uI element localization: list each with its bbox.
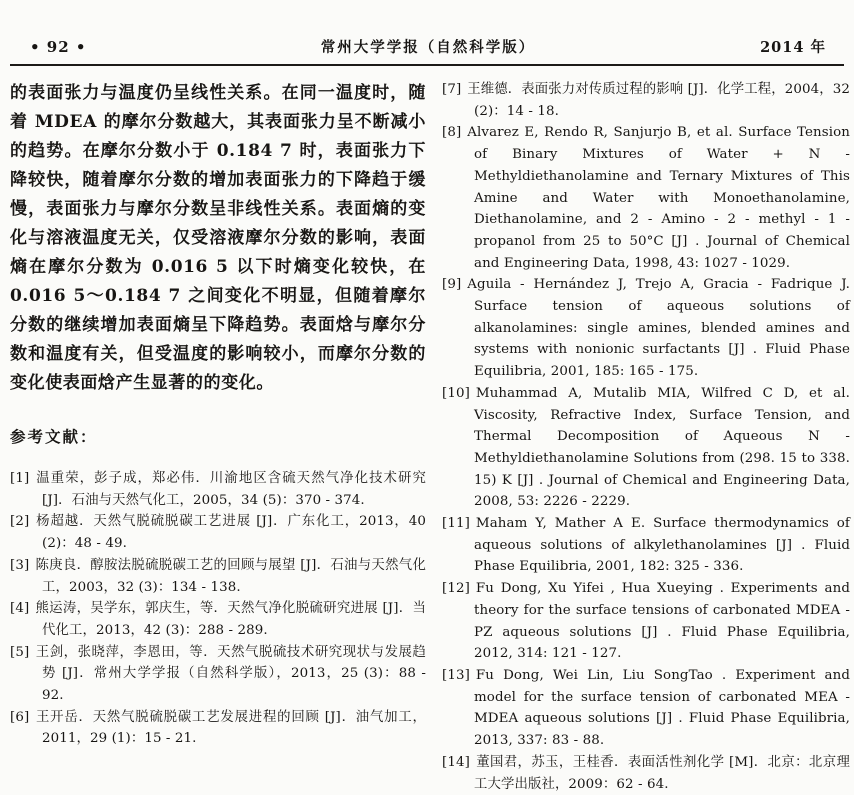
journal-title: 常州大学学报（自然科学版） (320, 39, 536, 56)
reference-text: Maham Y, Mather A E. Surface thermodynamics of aqueous solutions of alkylethanolamines [J] . Fluid Phase Equilibria, 2001, 182: 325 - 336. (474, 516, 850, 575)
reference-marker: [13] (442, 667, 470, 683)
reference-marker: [9] (442, 277, 462, 293)
reference-marker: [11] (442, 516, 470, 532)
reference-text: Aguila - Hernández J, Trejo A, Gracia - Fadrique J. Surface tension of aqueous solutions of alkanolamines: single amines, blended amines and systems with nonionic surfactants [J] . Fluid Phase Equilibria, 2001, 185: 165 - 175. (467, 277, 850, 380)
reference-item-3 (10, 555, 426, 598)
reference-item-2 (10, 511, 426, 554)
reference-item-4 (10, 598, 426, 641)
reference-text: 王剑，张晓萍，李恩田，等．天然气脱硫技术研究现状与发展趋势 [J]．常州大学学报（自然科学版），2013，25 (3)：88 - 92. (35, 644, 426, 704)
reference-item-9 (442, 274, 850, 383)
left-column (10, 79, 426, 795)
reference-item-11 (442, 513, 850, 578)
reference-item-13 (442, 665, 850, 752)
reference-text: 杨超越．天然气脱硫脱碳工艺进展 [J]．广东化工，2013，40 (2)：48 - 49. (35, 514, 426, 552)
reference-text: Alvarez E, Rendo R, Sanjurjo B, et al. Surface Tension of Binary Mixtures of Water + N - Methyldiethanolamine and Ternary Mixtures of This Amine and Water with Monoethanolamine, Diethanolamine, and 2 - Amino - 2 - methyl - 1 - propanol from 25 to 50°C [J] . Journal of Chemical and Engineering Data, 1998, 43: 1027 - 1029. (467, 125, 850, 271)
reference-marker: [14] (442, 754, 470, 770)
reference-item-5 (10, 642, 426, 707)
reference-text: Fu Dong, Xu Yifei , Hua Xueying . Experiments and theory for the surface tensions of carbonated MDEA - PZ aqueous solutions [J] . Fluid Phase Equilibria, 2012, 314: 121 - 127. (474, 581, 850, 662)
reference-item-14 (442, 752, 850, 795)
reference-item-6 (10, 707, 426, 750)
reference-text: 陈庚良．醇胺法脱硫脱碳工艺的回顾与展望 [J]．石油与天然气化工，2003，32 (3)：134 - 138. (35, 557, 426, 595)
right-column (442, 79, 850, 795)
reference-text: 董国君，苏玉，王桂香．表面活性剂化学 [M]．北京：北京理工大学出版社，2009：62 - 64. (474, 754, 850, 792)
reference-marker: [7] (442, 82, 462, 97)
body-paragraph: 的表面张力与温度仍呈线性关系。在同一温度时，随着 MDEA 的摩尔分数越大，其表面张力呈不断减小的趋势。在摩尔分数小于 0.184 7 时，表面张力下降较快，随着摩尔分数的增加表面张力的下降趋于缓慢，表面张力与摩尔分数呈非线性关系。表面熵的变化与溶液温度无关，仅受溶液摩尔分数的影响，表面熵在摩尔分数为 0.016 5 以下时熵变化较快，在 0.016 5～0.184 7 之间变化不明显，但随着摩尔分数的继续增加表面熵呈下降趋势。表面焓与摩尔分数和温度有关，但受温度的影响较小，而摩尔分数的变化使表面焓产生显著的的变化。 (10, 83, 426, 393)
reference-marker: [12] (442, 581, 470, 597)
reference-item-1 (10, 468, 426, 511)
reference-item-10 (442, 383, 850, 513)
reference-marker: [2] (10, 514, 30, 530)
reference-item-7 (442, 79, 850, 122)
reference-item-12 (442, 578, 850, 665)
reference-marker: [1] (10, 471, 30, 486)
reference-text: Muhammad A, Mutalib MIA, Wilfred C D, et al. Viscosity, Refractive Index, Surface Tension, and Thermal Decomposition of Aqueous N - Methyldiethanolamine Solutions from (298. 15 to 338. 15) K [J] . Journal of Chemical and Engineering Data, 2008, 53: 2226 - 2229. (474, 385, 850, 510)
reference-text: 温重荣，彭子成，郑必伟．川渝地区含硫天然气净化技术研究 [J]．石油与天然气化工，2005，34 (5)：370 - 374. (35, 471, 426, 508)
reference-marker: [4] (10, 601, 30, 617)
reference-text: 王开岳．天然气脱硫脱碳工艺发展进程的回顾 [J]．油气加工，2011，29 (1)：15 - 21. (35, 709, 426, 747)
reference-marker: [8] (442, 125, 462, 141)
page-header (8, 36, 846, 64)
reference-text: 熊运涛，吴学东，郭庆生，等．天然气净化脱硫研究进展 [J]．当代化工，2013，42 (3)：288 - 289. (35, 601, 426, 638)
reference-text: 王维德．表面张力对传质过程的影响 [J]．化学工程，2004，32 (2)：14 - 18. (467, 82, 850, 119)
reference-item-8 (442, 122, 850, 274)
references-heading: 参考文献： (10, 427, 98, 446)
page-number: • 92 • (30, 38, 87, 56)
reference-marker: [5] (10, 644, 30, 660)
publication-year: 2014 年 (760, 39, 826, 56)
reference-marker: [10] (442, 385, 470, 401)
reference-text: Fu Dong, Wei Lin, Liu SongTao . Experiment and model for the surface tension of carbonated MEA - MDEA aqueous solutions [J] . Fluid Phase Equilibria, 2013, 337: 83 - 88. (474, 667, 850, 749)
header-divider (10, 64, 844, 66)
reference-marker: [3] (10, 557, 30, 573)
reference-marker: [6] (10, 709, 30, 725)
two-column-content (8, 79, 850, 795)
